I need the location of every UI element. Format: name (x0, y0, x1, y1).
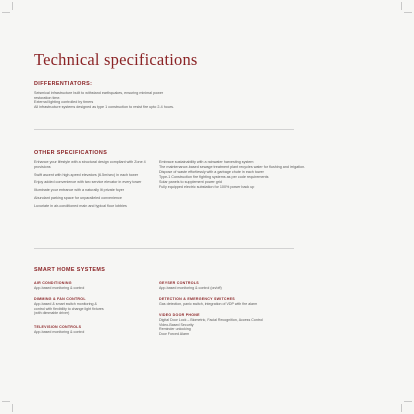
smart-item-title: GEYSER CONTROLS (159, 281, 199, 285)
smart-item-line: App-based monitoring & control (on/off) (159, 286, 222, 290)
smart-item-line: Door Forced Alarm (159, 331, 190, 336)
smart-item-line: Reminder unlocking (159, 327, 191, 331)
smart-item-line: App-based & smart switch monitoring & (34, 302, 97, 306)
crop-mark (401, 2, 402, 10)
smart-item-body (159, 302, 279, 307)
smart-item-body (159, 286, 279, 291)
smart-air-conditioning (34, 281, 154, 291)
spec-item: Enjoy added convenience with two service elevator in every tower (34, 180, 142, 185)
differentiators-list (34, 91, 174, 110)
smart-item-body (34, 330, 154, 335)
smart-item-body (34, 302, 154, 316)
smart-item-title: DETECTION & EMERGENCY SWITCHES (159, 297, 235, 301)
crop-mark (12, 404, 13, 412)
smart-item-title: VIDEO DOOR PHONE (159, 313, 200, 317)
smart-dimming-fan-control (34, 297, 154, 316)
other-specs-left-list (34, 160, 152, 212)
section-divider (34, 129, 294, 130)
smart-detection-emergency-switches (159, 297, 279, 307)
smart-item-title: TELEVISION CONTROLS (34, 325, 82, 329)
differentiators-line: Seismical infrastructure built to withstand earthquakes, ensuring minimal power (34, 91, 164, 95)
crop-mark (2, 12, 10, 13)
section-divider (34, 248, 294, 249)
spec-item: Type-1 Construction fire fighting systems as per code requirements (159, 175, 269, 180)
smart-item-title: AIR CONDITIONING (34, 281, 72, 285)
crop-mark (404, 12, 412, 13)
smart-home-heading: SMART HOME SYSTEMS (34, 267, 106, 273)
smart-item-line: (with dimmable driver) (34, 311, 70, 315)
spec-item: Embrace sustainability with a rainwater harvesting system (159, 160, 254, 164)
spec-item: The maintenance-based sewage treatment plant recycles water for flushing and irrigation. (159, 165, 306, 170)
smart-item-line: Gas detection, panic switch, integration of VDP with fire alarm (159, 302, 258, 306)
spec-item: Fully equipped electric substation for 100% power back up (159, 185, 255, 190)
spec-item: Abundant parking space for unparalleled convenience (34, 196, 122, 201)
smart-video-door-phone (159, 313, 279, 336)
crop-mark (401, 404, 402, 412)
smart-item-line: App-based monitoring & control (34, 330, 85, 334)
spec-item: Dispose of waste effortlessly with a garbage chute in each tower (159, 170, 264, 175)
differentiators-line: External lighting controlled by timers (34, 100, 94, 105)
other-specs-right-list (159, 160, 305, 191)
spec-item: Luxuriate in air-conditioned main and typical floor lobbies (34, 204, 127, 209)
spec-item: Swift ascent with high-speed elevators (6.5m/sec) in each tower (34, 172, 139, 177)
differentiators-line: restoration time. (34, 95, 61, 100)
smart-item-title: DIMMING & FAN CONTROL (34, 297, 86, 301)
crop-mark (2, 401, 10, 402)
smart-item-body (159, 318, 279, 336)
crop-mark (12, 2, 13, 10)
differentiators-line: All infrastructure systems designed as type 1 construction to resist fire upto 2-4 hours. (34, 105, 174, 110)
smart-item-line: Digital Door Lock – Biometric, Facial Recognition, Access Control (159, 318, 263, 322)
smart-item-line: control with flexibility to change light fixtures (34, 306, 104, 311)
spec-item: Enhance your lifestyle with a structural design compliant with Zone 4 provisions (34, 160, 146, 169)
crop-mark (404, 401, 412, 402)
smart-item-line: App-based monitoring & control (34, 286, 85, 290)
smart-item-line: Video-Based Security (159, 322, 194, 327)
smart-television-controls (34, 325, 154, 335)
smart-item-body (34, 286, 154, 291)
spec-item: Solar panels to supplement power grid (159, 180, 222, 185)
other-specifications-heading: OTHER SPECIFICATIONS (34, 150, 108, 156)
spec-item: Illuminate your entrance with a naturally lit private foyer (34, 188, 124, 193)
differentiators-heading: DIFFERENTIATORS: (34, 81, 93, 87)
smart-geyser-controls (159, 281, 279, 291)
page-title: Technical specifications (34, 50, 198, 69)
